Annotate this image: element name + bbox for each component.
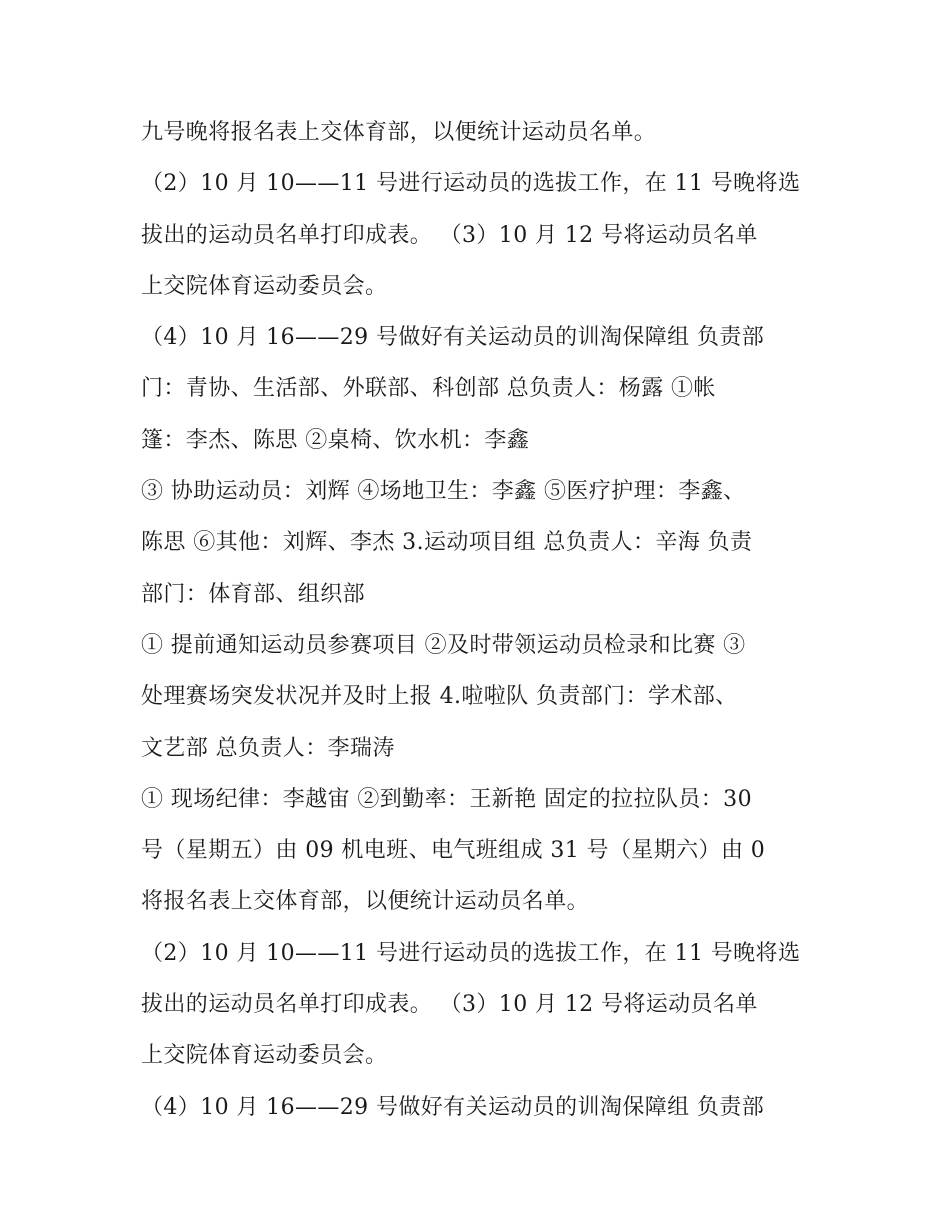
text-line-7: 篷：李杰、陈思 ②桌椅、饮水机：李鑫 [141, 427, 530, 453]
text-line-1: 九号晚将报名表上交体育部，以便统计运动员名单。 [141, 120, 657, 145]
text-line-20: （4）10 月 16——29 号做好有关运动员的训淘保障组 负责部 [141, 1094, 765, 1120]
text-line-4: 上交院体育运动委员会。 [141, 273, 388, 299]
text-line-6: 门：青协、生活部、外联部、科创部 总负责人：杨露 ①帐 [141, 376, 716, 402]
text-line-15: 号（星期五）由 09 机电班、电气班组成 31 号（星期六）由 0 [141, 838, 766, 864]
text-line-8: ③ 协助运动员：刘辉 ④场地卫生：李鑫 ⑤医疗护理：李鑫、 [141, 479, 746, 505]
text-line-18: 拔出的运动员名单打印成表。 （3）10 月 12 号将运动员名单 [141, 992, 758, 1018]
document-body [141, 107, 821, 1133]
text-line-14: ① 现场纪律：李越宙 ②到勤率：王新艳 固定的拉拉队员：30 [141, 786, 752, 812]
text-line-12: 处理赛场突发状况并及时上报 4.啦啦队 负责部门：学术部、 [141, 684, 738, 710]
text-line-5: （4）10 月 16——29 号做好有关运动员的训淘保障组 负责部 [141, 325, 765, 351]
text-line-9: 陈思 ⑥其他：刘辉、李杰 3.运动项目组 总负责人：辛海 负责 [141, 530, 753, 556]
text-line-19: 上交院体育运动委员会。 [141, 1043, 388, 1069]
text-line-10: 部门：体育部、组织部 [141, 581, 366, 607]
text-line-2: （2）10 月 10——11 号进行运动员的选拔工作，在 11 号晚将选 [141, 171, 801, 197]
text-line-13: 文艺部 总负责人：李瑞涛 [141, 735, 395, 761]
text-line-11: ① 提前通知运动员参赛项目 ②及时带领运动员检录和比赛 ③ [141, 632, 746, 658]
text-line-17: （2）10 月 10——11 号进行运动员的选拔工作，在 11 号晚将选 [141, 940, 801, 966]
text-line-16: 将报名表上交体育部，以便统计运动员名单。 [141, 889, 590, 915]
text-line-3: 拔出的运动员名单打印成表。 （3）10 月 12 号将运动员名单 [141, 222, 758, 248]
